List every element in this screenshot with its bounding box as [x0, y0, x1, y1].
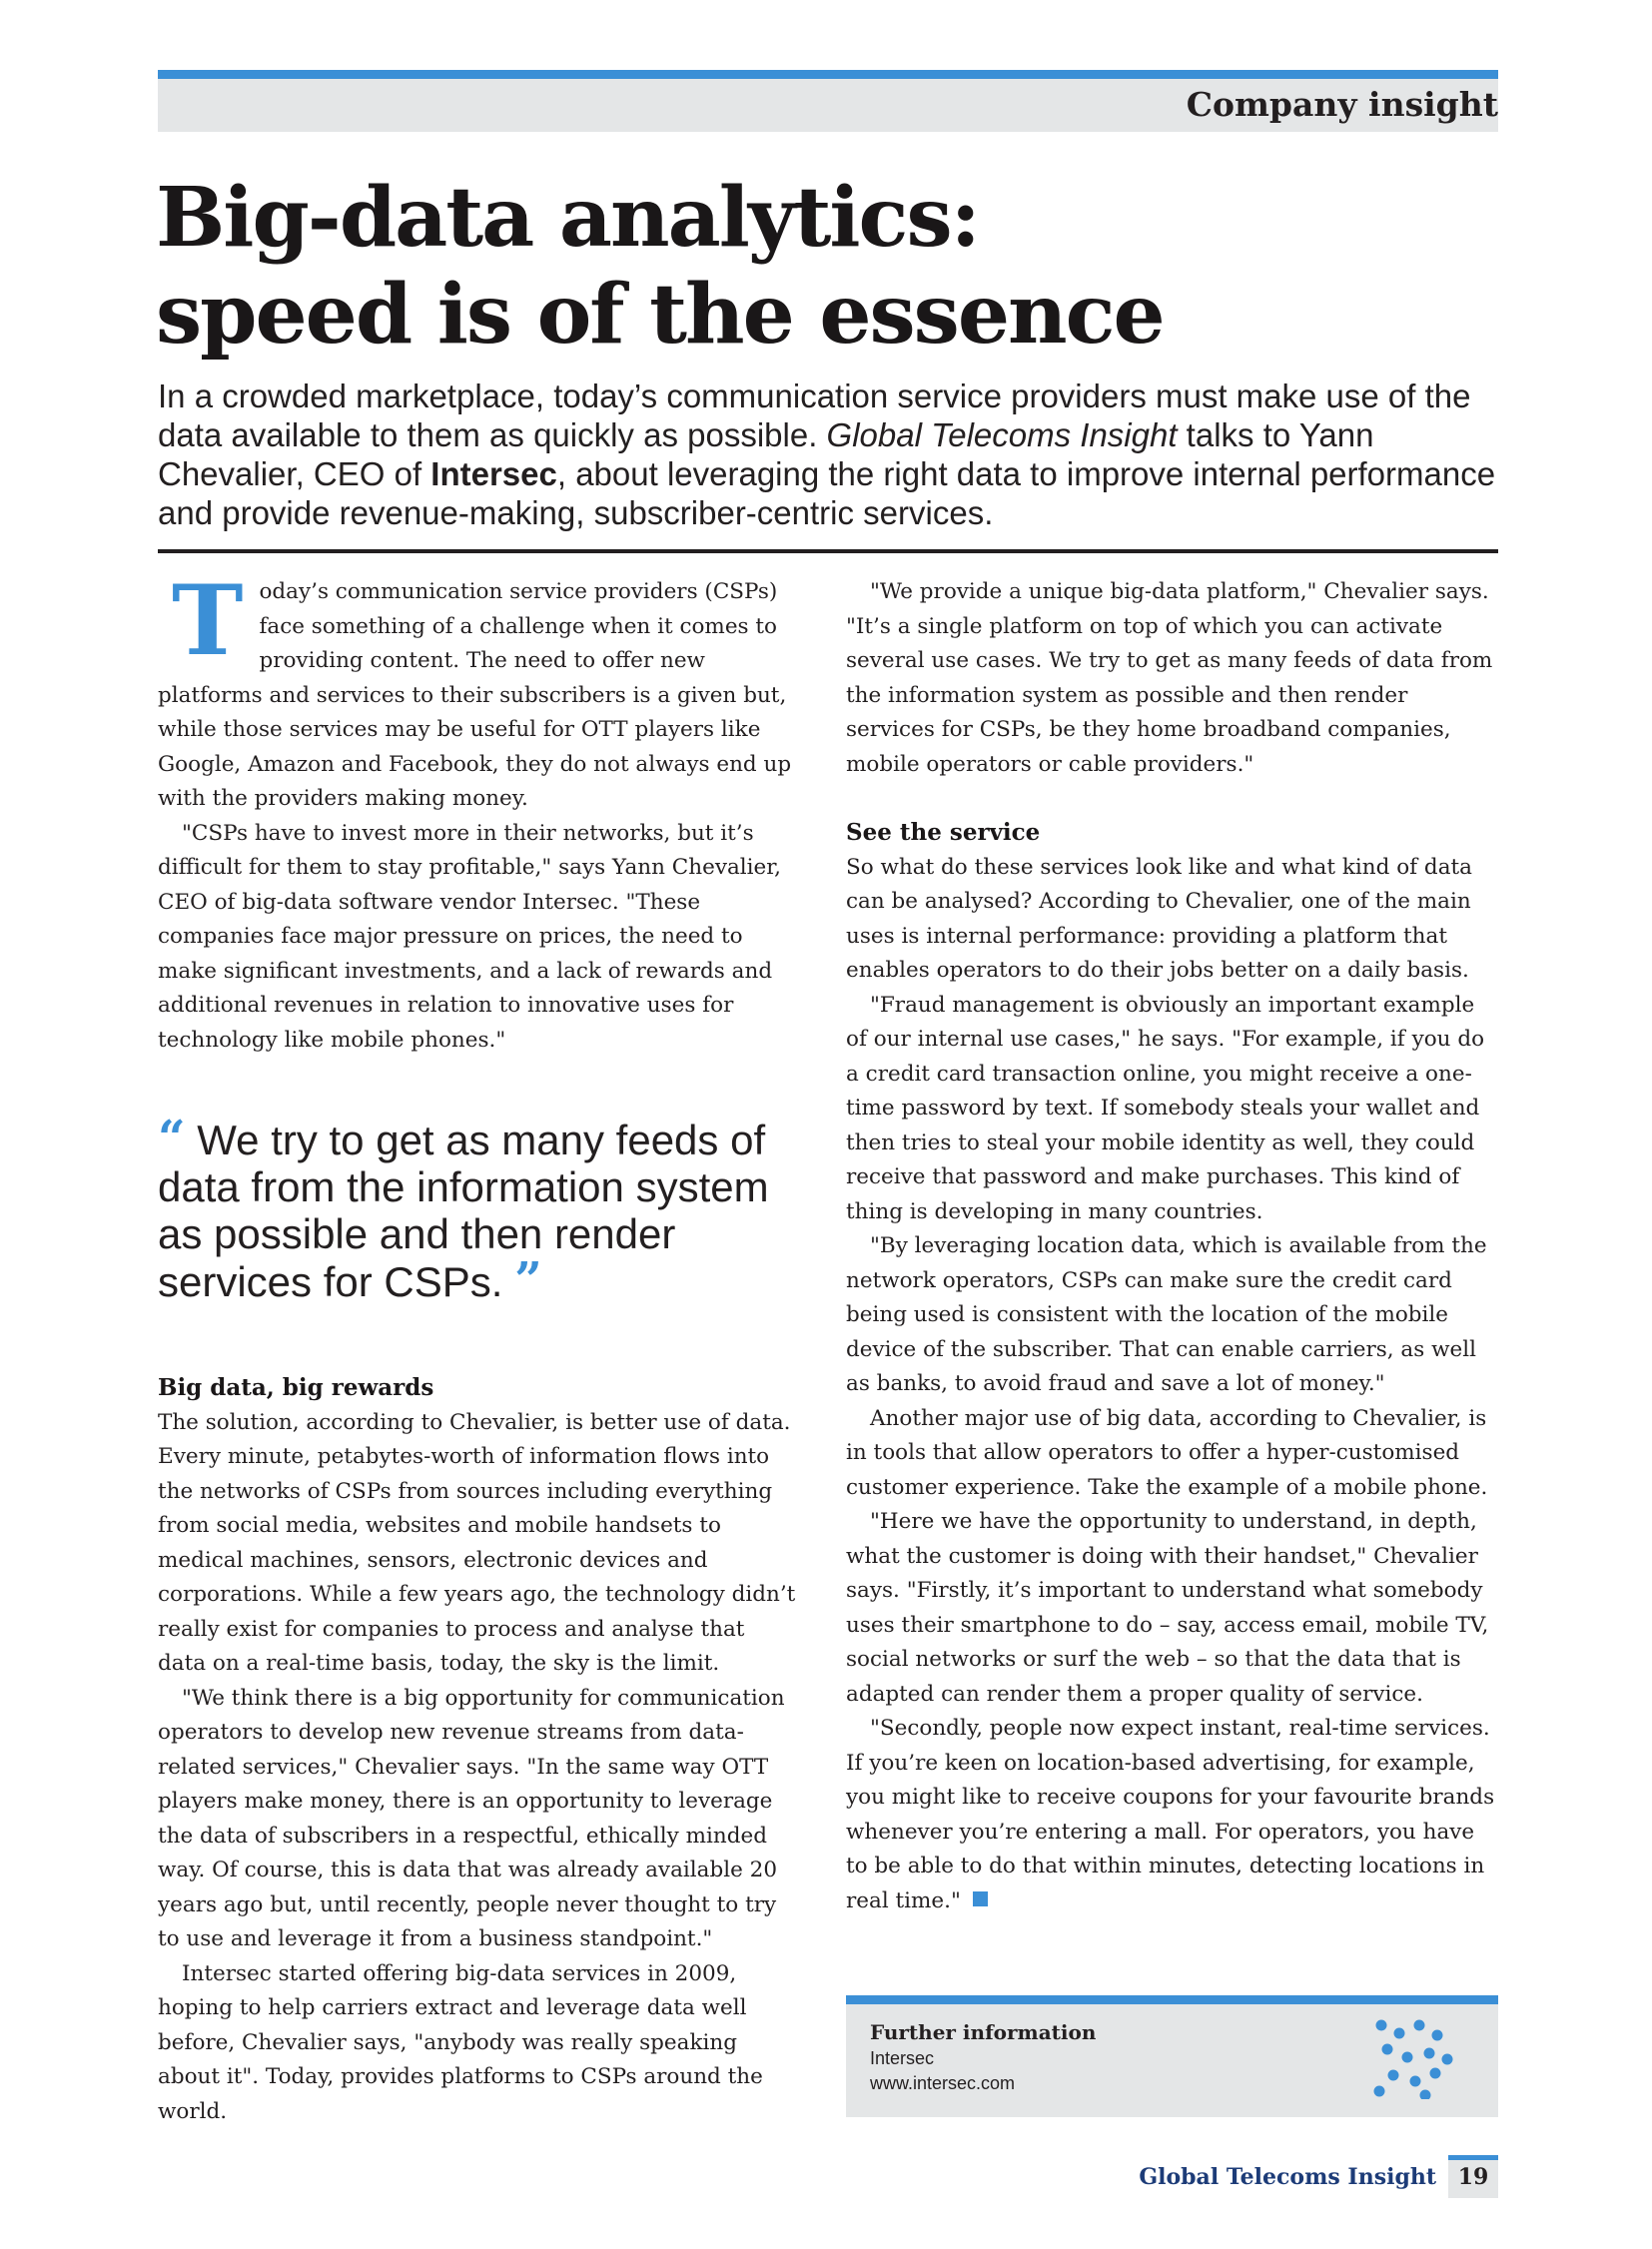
subhead-big-data: Big data, big rewards: [158, 1374, 434, 1401]
intro-paragraph-text: oday’s communication service providers (CSPs) face something of a challenge when it comes to providing content. The need to offer new platforms and services to their subscribers is a given but, while those services may be useful for OTT players like Google, Amazon and Facebook, they do not always end up with the providers making money.: [158, 579, 792, 811]
body-paragraph: Another major use of big data, according to Chevalier, is in tools that allow operators to offer a hyper-customised customer experience. Take the example of a mobile phone.: [846, 1405, 1488, 1500]
footer-publication: Global Telecoms Insight: [1139, 2164, 1436, 2190]
right-column: [846, 575, 1498, 1918]
header-accent-rule: [158, 70, 1498, 79]
page-number: 19: [1457, 2164, 1489, 2190]
standfirst-publication: Global Telecoms Insight: [826, 416, 1178, 453]
intro-paragraph: [158, 564, 797, 817]
drop-cap: T: [172, 564, 244, 677]
body-paragraph: The solution, according to Chevalier, is better use of data. Every minute, petabytes-worth of information flows into the networks of CSPs from sources including everything from social media, websites and mobile handsets to medical machines, sensors, electronic devices and corporations. While a few years ago, the technology didn’t really exist for companies to process and analyse that data on a real-time basis, today, the sky is the limit.: [158, 1409, 796, 1676]
body-paragraph: "By leveraging location data, which is available from the network operators, CSPs can make sure the credit card being used is consistent with the location of the mobile device of the subscriber. That can enable carriers, as well as banks, to avoid fraud and save a lot of money.": [846, 1233, 1487, 1396]
body-paragraph: "We provide a unique big-data platform," Chevalier says. "It’s a single platform on top of which you can activate several use cases. We try to get as many feeds of data from the information system as possible and then render services for CSPs, be they home broadband companies, mobile operators or cable providers.": [846, 579, 1493, 777]
further-information-website[interactable]: www.intersec.com: [870, 2073, 1016, 2093]
open-quote-icon: “: [158, 1111, 186, 1166]
body-paragraph: "We think there is a big opportunity for communication operators to develop new revenue streams from data-related services," Chevalier says. "In the same way OTT players make money, there is an opportunity to leverage the data of subscribers in a respectful, ethically minded way. Of course, this is data that was already available 20 years ago but, until recently, people never thought to try to use and leverage it from a business standpoint.": [158, 1685, 785, 1951]
pull-quote-text: We try to get as many feeds of data from the information system as possible and then render services for CSPs.: [158, 1117, 769, 1305]
body-paragraph: So what do these services look like and what kind of data can be analysed? According to Chevalier, one of the main uses is internal performance: providing a platform that enables operators to do their jobs better on a daily basis.: [846, 854, 1472, 983]
body-paragraph: "Fraud management is obviously an important example of our internal use cases," he says. "For example, if you do a credit card transaction online, you might receive a one-time password by text. If somebody steals your wallet and then tries to steal your mobile identity as well, they could receive that password and make purchases. This kind of thing is developing in many countries.: [846, 992, 1485, 1224]
further-information-company: Intersec: [870, 2048, 935, 2068]
further-information-title: Further information: [870, 2020, 1097, 2044]
intersec-logo-icon: [1373, 2019, 1453, 2099]
end-mark-icon: [973, 1891, 988, 1906]
headline-divider: [158, 549, 1498, 553]
body-paragraph: Intersec started offering big-data services in 2009, hoping to help carriers extract and leverage data well before, Chevalier says, "anybody was really speaking about it". Today, provides platforms to CSPs around the world.: [158, 1960, 763, 2124]
body-paragraph: "CSPs have to invest more in their networks, but it’s difficult for them to stay profitable," says Yann Chevalier, CEO of big-data software vendor Intersec. "These companies face major pressure on prices, the need to make significant investments, and a lack of rewards and additional revenues in relation to innovative uses for technology like mobile phones.": [158, 820, 782, 1053]
body-paragraph: [846, 1712, 1498, 1918]
headline-line-1: Big-data analytics:: [156, 170, 979, 266]
section-label: Company insight: [1186, 85, 1498, 124]
close-quote-icon: ”: [514, 1252, 542, 1308]
final-paragraph-text: "Secondly, people now expect instant, real-time services. If you’re keen on location-based advertising, for example, you might like to receive coupons for your favourite brands whenever you’re entering a mall. For operators, you have to be able to do that within minutes, detecting locations in real time.": [846, 1716, 1495, 1913]
standfirst: [158, 376, 1496, 532]
subhead-see-the-service: See the service: [846, 819, 1041, 846]
standfirst-part-3: , about leveraging the right data to improve internal performance and provide revenue-making, subscriber-centric services.: [158, 455, 1496, 531]
article-headline: [156, 170, 1494, 364]
standfirst-part-1: In a crowded marketplace, today’s communication service providers must make use of the data available to them as quickly as possible.: [158, 377, 1471, 453]
headline-line-2: speed is of the essence: [156, 267, 1164, 363]
standfirst-company: Intersec: [430, 455, 557, 492]
left-column-bottom: [158, 1371, 797, 2129]
left-column-top: [158, 564, 797, 1058]
body-paragraph: "Here we have the opportunity to understand, in depth, what the customer is doing with their handset," Chevalier says. "Firstly, it’s important to understand what somebody uses their smartphone to do – say, access email, mobile TV, social networks or surf the web – so that the data that is adapted can render them a proper quality of service.: [846, 1509, 1489, 1707]
info-box-accent-rule: [846, 1995, 1498, 2004]
pull-quote: [158, 1111, 797, 1308]
standfirst-part-2: talks to Yann Chevalier, CEO of: [158, 416, 1374, 492]
